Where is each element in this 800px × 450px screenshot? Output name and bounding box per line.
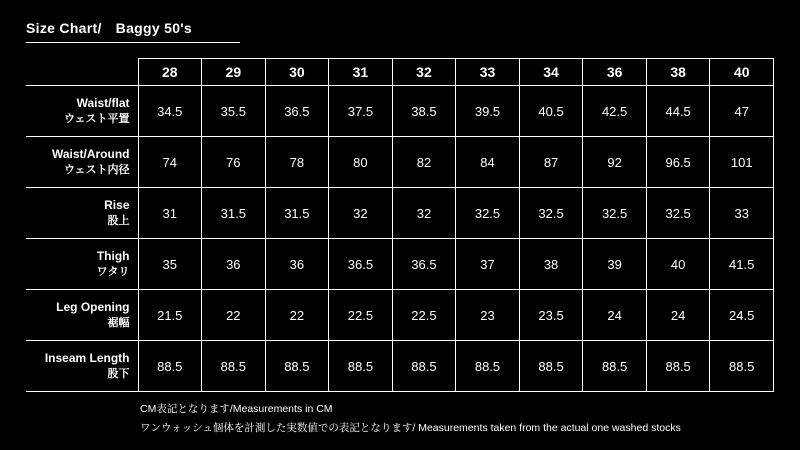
cell-inseam-32: 88.5 <box>392 341 456 392</box>
row-label-rise <box>26 188 138 239</box>
cell-waist-flat-31: 37.5 <box>329 86 393 137</box>
column-header-36: 36 <box>583 59 647 86</box>
footnote-one-wash: ワンウォッシュ個体を計測した実数値での表記となります/ Measurements taken from the actual one washed stocks <box>140 422 681 435</box>
cell-waist-around-40: 101 <box>710 137 774 188</box>
cell-inseam-30: 88.5 <box>265 341 329 392</box>
column-header-38: 38 <box>646 59 710 86</box>
row-label-leg-opening <box>26 290 138 341</box>
row-label-jp: ウェスト内径 <box>63 163 130 176</box>
page-title <box>26 20 246 36</box>
cell-rise-32: 32 <box>392 188 456 239</box>
cell-waist-flat-29: 35.5 <box>202 86 266 137</box>
cell-waist-around-34: 87 <box>519 137 583 188</box>
cell-waist-flat-38: 44.5 <box>646 86 710 137</box>
cell-thigh-31: 36.5 <box>329 239 393 290</box>
row-label-thigh <box>26 239 138 290</box>
cell-thigh-40: 41.5 <box>710 239 774 290</box>
cell-waist-flat-30: 36.5 <box>265 86 329 137</box>
table-row <box>26 290 774 341</box>
table-corner-cell <box>26 59 138 86</box>
cell-leg-opening-29: 22 <box>202 290 266 341</box>
column-header-29: 29 <box>202 59 266 86</box>
cell-rise-30: 31.5 <box>265 188 329 239</box>
row-label-jp: ウェスト平置 <box>63 112 130 125</box>
table-row <box>26 341 774 392</box>
cell-thigh-33: 37 <box>456 239 520 290</box>
row-label-jp: 裾幅 <box>107 316 130 329</box>
cell-rise-34: 32.5 <box>519 188 583 239</box>
cell-rise-38: 32.5 <box>646 188 710 239</box>
cell-thigh-28: 35 <box>138 239 202 290</box>
cell-waist-around-32: 82 <box>392 137 456 188</box>
cell-inseam-40: 88.5 <box>710 341 774 392</box>
row-label-en: Rise <box>104 198 130 213</box>
cell-leg-opening-30: 22 <box>265 290 329 341</box>
cell-thigh-38: 40 <box>646 239 710 290</box>
table-header-row <box>26 59 774 86</box>
cell-waist-around-36: 92 <box>583 137 647 188</box>
cell-waist-flat-40: 47 <box>710 86 774 137</box>
row-label-inseam-length <box>26 341 138 392</box>
cell-waist-flat-36: 42.5 <box>583 86 647 137</box>
cell-inseam-34: 88.5 <box>519 341 583 392</box>
column-header-30: 30 <box>265 59 329 86</box>
cell-waist-around-28: 74 <box>138 137 202 188</box>
row-label-en: Inseam Length <box>44 351 130 366</box>
cell-leg-opening-31: 22.5 <box>329 290 393 341</box>
row-label-en: Leg Opening <box>56 300 130 315</box>
cell-rise-28: 31 <box>138 188 202 239</box>
cell-inseam-33: 88.5 <box>456 341 520 392</box>
cell-waist-around-33: 84 <box>456 137 520 188</box>
cell-thigh-32: 36.5 <box>392 239 456 290</box>
table-body <box>26 86 774 392</box>
cell-waist-flat-34: 40.5 <box>519 86 583 137</box>
cell-leg-opening-34: 23.5 <box>519 290 583 341</box>
table-row <box>26 188 774 239</box>
column-header-28: 28 <box>138 59 202 86</box>
column-header-31: 31 <box>329 59 393 86</box>
cell-inseam-28: 88.5 <box>138 341 202 392</box>
size-chart-table <box>26 58 774 392</box>
cell-leg-opening-33: 23 <box>456 290 520 341</box>
row-label-en: Thigh <box>96 249 130 264</box>
cell-waist-flat-33: 39.5 <box>456 86 520 137</box>
row-label-jp: ワタリ <box>96 265 130 278</box>
cell-waist-around-31: 80 <box>329 137 393 188</box>
cell-thigh-36: 39 <box>583 239 647 290</box>
cell-inseam-38: 88.5 <box>646 341 710 392</box>
cell-rise-31: 32 <box>329 188 393 239</box>
cell-leg-opening-38: 24 <box>646 290 710 341</box>
cell-waist-around-29: 76 <box>202 137 266 188</box>
cell-waist-flat-32: 38.5 <box>392 86 456 137</box>
cell-inseam-29: 88.5 <box>202 341 266 392</box>
table-row <box>26 86 774 137</box>
cell-waist-flat-28: 34.5 <box>138 86 202 137</box>
column-header-40: 40 <box>710 59 774 86</box>
cell-inseam-36: 88.5 <box>583 341 647 392</box>
cell-rise-36: 32.5 <box>583 188 647 239</box>
cell-rise-40: 33 <box>710 188 774 239</box>
title-block <box>26 20 246 43</box>
cell-leg-opening-32: 22.5 <box>392 290 456 341</box>
table-header <box>26 59 774 86</box>
title-underline <box>26 42 240 43</box>
cell-thigh-30: 36 <box>265 239 329 290</box>
cell-leg-opening-28: 21.5 <box>138 290 202 341</box>
cell-inseam-31: 88.5 <box>329 341 393 392</box>
footnotes <box>140 400 681 439</box>
column-header-34: 34 <box>519 59 583 86</box>
row-label-jp: 股下 <box>107 367 130 380</box>
table-row <box>26 137 774 188</box>
page-title-main: Size Chart/ <box>26 20 102 36</box>
column-header-33: 33 <box>456 59 520 86</box>
column-header-32: 32 <box>392 59 456 86</box>
row-label-waist-flat <box>26 86 138 137</box>
cell-waist-around-38: 96.5 <box>646 137 710 188</box>
footnote-measurement-unit: CM表記となります/Measurements in CM <box>140 403 333 415</box>
cell-rise-33: 32.5 <box>456 188 520 239</box>
row-label-en: Waist/Around <box>51 147 130 162</box>
table-row <box>26 239 774 290</box>
row-label-waist-around <box>26 137 138 188</box>
cell-leg-opening-40: 24.5 <box>710 290 774 341</box>
cell-waist-around-30: 78 <box>265 137 329 188</box>
row-label-en: Waist/flat <box>76 96 130 111</box>
cell-rise-29: 31.5 <box>202 188 266 239</box>
cell-thigh-34: 38 <box>519 239 583 290</box>
row-label-jp: 股上 <box>107 214 130 227</box>
size-table-container <box>26 58 774 392</box>
cell-thigh-29: 36 <box>202 239 266 290</box>
cell-leg-opening-36: 24 <box>583 290 647 341</box>
page-title-sub: Baggy 50's <box>115 20 193 36</box>
